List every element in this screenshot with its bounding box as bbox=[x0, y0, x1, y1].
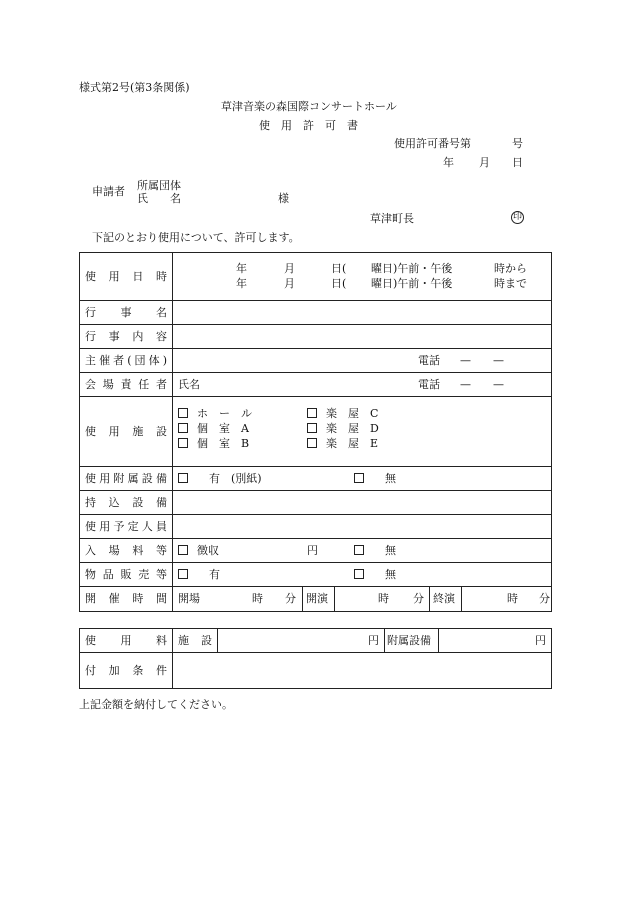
facility-room-b[interactable]: 個 室 B bbox=[178, 438, 249, 449]
row-usage-datetime bbox=[80, 253, 552, 301]
hours-start-label: 開演 bbox=[306, 592, 328, 605]
carry-in-label: 持込設備 bbox=[80, 491, 173, 515]
admission-collect-option[interactable]: 徴収 bbox=[178, 545, 219, 556]
row-attached-equipment bbox=[80, 467, 552, 491]
row-fee bbox=[80, 629, 552, 653]
fee-label: 使用料 bbox=[80, 629, 173, 653]
permit-number-suffix: 号 bbox=[512, 137, 523, 150]
checkbox[interactable] bbox=[307, 423, 317, 433]
fee-table bbox=[79, 628, 552, 689]
checkbox[interactable] bbox=[354, 545, 364, 555]
hours-label: 開催時間 bbox=[80, 587, 173, 612]
attached-equipment-field bbox=[173, 467, 552, 491]
conditions-field[interactable] bbox=[173, 653, 552, 689]
organizer-label: 主催者(団体) bbox=[80, 349, 173, 373]
facilities-field bbox=[173, 397, 552, 467]
facility-dressing-c[interactable]: 楽 屋 C bbox=[307, 408, 378, 419]
fee-facility-amount[interactable]: 円 bbox=[218, 629, 385, 653]
facility-hall[interactable]: ホ ー ル bbox=[178, 408, 252, 419]
conditions-label: 付加条件 bbox=[80, 653, 173, 689]
attached-equipment-label: 使用附属設備 bbox=[80, 467, 173, 491]
footer-note: 上記金額を納付してください。 bbox=[79, 698, 233, 711]
document-title: 使 用 許 可 書 bbox=[259, 119, 358, 132]
hours-open-label: 開場 bbox=[178, 592, 200, 605]
row-carry-in bbox=[80, 491, 552, 515]
row-merch bbox=[80, 563, 552, 587]
facility-dressing-d[interactable]: 楽 屋 D bbox=[307, 423, 379, 434]
fee-facility-label: 施設 bbox=[173, 629, 218, 653]
intro-text: 下記のとおり使用について、許可します。 bbox=[92, 231, 300, 244]
row-manager bbox=[80, 373, 552, 397]
checkbox[interactable] bbox=[178, 569, 188, 579]
hours-field: 開場 時 分 開演 時 分 終演 時 分 bbox=[173, 587, 552, 612]
merch-yes-option[interactable]: 有 bbox=[178, 569, 220, 580]
checkbox[interactable] bbox=[178, 438, 188, 448]
equipment-yes-option[interactable]: 有 (別紙) bbox=[178, 473, 262, 484]
manager-field[interactable] bbox=[173, 373, 552, 397]
usage-datetime-label: 使用日時 bbox=[80, 253, 173, 301]
usage-datetime-value[interactable]: 年 月 日( 曜日)午前・午後 時から 年 月 日( 曜日)午前・午後 時まで bbox=[173, 253, 552, 301]
organizer-phone-label: 電話 bbox=[418, 353, 440, 367]
form-number: 様式第2号(第3条関係) bbox=[79, 81, 190, 94]
checkbox[interactable] bbox=[307, 438, 317, 448]
admission-yen: 円 bbox=[307, 543, 318, 557]
admission-no-option[interactable]: 無 bbox=[354, 545, 396, 556]
permit-table bbox=[79, 252, 552, 612]
row-event-content bbox=[80, 325, 552, 349]
checkbox[interactable] bbox=[178, 545, 188, 555]
manager-label: 会場責任者 bbox=[80, 373, 173, 397]
applicant-name-label: 氏 名 bbox=[137, 192, 181, 205]
facility-room-a[interactable]: 個 室 A bbox=[178, 423, 249, 434]
manager-phone-sep: — — bbox=[460, 377, 504, 391]
facility-dressing-e[interactable]: 楽 屋 E bbox=[307, 438, 378, 449]
row-hours bbox=[80, 587, 552, 612]
equipment-no-option[interactable]: 無 bbox=[354, 473, 396, 484]
row-expected-people bbox=[80, 515, 552, 539]
manager-phone-label: 電話 bbox=[418, 377, 440, 391]
checkbox[interactable] bbox=[354, 473, 364, 483]
merch-no-option[interactable]: 無 bbox=[354, 569, 396, 580]
row-conditions bbox=[80, 653, 552, 689]
facilities-label: 使用施設 bbox=[80, 397, 173, 467]
checkbox[interactable] bbox=[354, 569, 364, 579]
checkbox[interactable] bbox=[178, 423, 188, 433]
organizer-phone-sep: — — bbox=[460, 353, 504, 367]
checkbox[interactable] bbox=[307, 408, 317, 418]
merch-field bbox=[173, 563, 552, 587]
expected-people-field[interactable] bbox=[173, 515, 552, 539]
venue-name: 草津音楽の森国際コンサートホール bbox=[221, 100, 397, 113]
fee-equipment-label: 附属設備 bbox=[385, 629, 439, 653]
merch-label: 物品販売等 bbox=[80, 563, 173, 587]
admission-field bbox=[173, 539, 552, 563]
carry-in-field[interactable] bbox=[173, 491, 552, 515]
admission-label: 入場料等 bbox=[80, 539, 173, 563]
date-day: 日 bbox=[512, 156, 523, 169]
checkbox[interactable] bbox=[178, 408, 188, 418]
fee-equipment-amount[interactable]: 円 bbox=[439, 629, 552, 653]
organizer-field[interactable] bbox=[173, 349, 552, 373]
date-month: 月 bbox=[479, 156, 490, 169]
checkbox[interactable] bbox=[178, 473, 188, 483]
honorific: 様 bbox=[278, 192, 289, 205]
event-name-field[interactable] bbox=[173, 301, 552, 325]
permit-number-label: 使用許可番号第 bbox=[394, 137, 471, 150]
hours-end-label: 終演 bbox=[433, 592, 455, 605]
event-name-label: 行事名 bbox=[80, 301, 173, 325]
issuer-title: 草津町長 bbox=[370, 212, 414, 225]
row-organizer bbox=[80, 349, 552, 373]
applicant-org-label: 所属団体 bbox=[137, 179, 181, 192]
row-facilities bbox=[80, 397, 552, 467]
event-content-field[interactable] bbox=[173, 325, 552, 349]
row-event-name bbox=[80, 301, 552, 325]
row-admission bbox=[80, 539, 552, 563]
expected-people-label: 使用予定人員 bbox=[80, 515, 173, 539]
manager-name-label: 氏名 bbox=[178, 377, 200, 391]
seal-mark: 印 bbox=[512, 212, 522, 222]
event-content-label: 行事内容 bbox=[80, 325, 173, 349]
date-year: 年 bbox=[443, 156, 454, 169]
applicant-label: 申請者 bbox=[92, 185, 125, 198]
